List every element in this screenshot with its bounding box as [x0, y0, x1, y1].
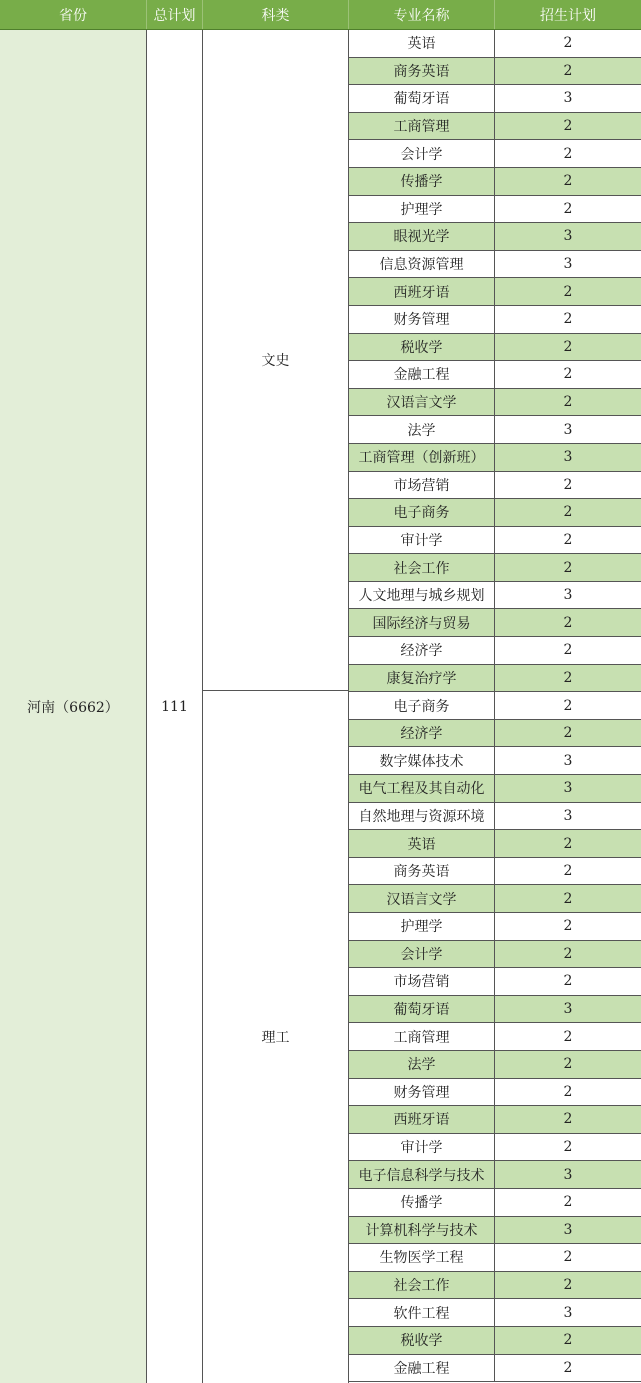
- table-row: [349, 747, 641, 775]
- plan-count-cell: 2: [563, 283, 573, 300]
- major-name-cell: 市场营销: [349, 968, 495, 995]
- plan-count-cell: 2: [563, 200, 573, 217]
- table-header: [0, 0, 641, 30]
- plan-count-cell: 2: [563, 945, 573, 962]
- major-name-cell: 护理学: [349, 196, 495, 223]
- table-row: [349, 996, 641, 1024]
- plan-count-cell: 2: [563, 1249, 573, 1266]
- plan-count-cell: 2: [563, 35, 573, 52]
- major-name-cell: 社会工作: [349, 1272, 495, 1299]
- table-row: [349, 609, 641, 637]
- table-row: [349, 389, 641, 417]
- table-row: [349, 168, 641, 196]
- major-name-cell: 电子商务: [349, 499, 495, 526]
- major-name-cell: 信息资源管理: [349, 251, 495, 278]
- table-row: [349, 1299, 641, 1327]
- header-major: 专业名称: [349, 0, 495, 29]
- major-name-cell: 税收学: [349, 334, 495, 361]
- plan-count-cell: 2: [563, 1111, 573, 1128]
- major-name-cell: 数字媒体技术: [349, 747, 495, 774]
- major-name-cell: 工商管理（创新班）: [349, 444, 495, 471]
- header-total: 总计划: [147, 0, 203, 29]
- table-row: [349, 278, 641, 306]
- table-row: [349, 113, 641, 141]
- plan-count-cell: 2: [563, 669, 573, 686]
- table-row: [349, 1079, 641, 1107]
- table-row: [349, 251, 641, 279]
- major-name-cell: 工商管理: [349, 113, 495, 140]
- major-name-cell: 经济学: [349, 720, 495, 747]
- major-rows: [349, 30, 641, 1383]
- major-name-cell: 汉语言文学: [349, 885, 495, 912]
- plan-count-cell: 2: [563, 366, 573, 383]
- table-row: [349, 444, 641, 472]
- plan-count-cell: 2: [563, 1359, 573, 1376]
- plan-count-cell: 2: [563, 697, 573, 714]
- plan-count-cell: 3: [563, 752, 573, 769]
- table-row: [349, 1106, 641, 1134]
- table-row: [349, 803, 641, 831]
- major-name-cell: 生物医学工程: [349, 1244, 495, 1271]
- plan-count-cell: 2: [563, 394, 573, 411]
- plan-count-cell: 2: [563, 338, 573, 355]
- major-name-cell: 法学: [349, 416, 495, 443]
- table-row: [349, 775, 641, 803]
- table-row: [349, 223, 641, 251]
- table-row: [349, 58, 641, 86]
- table-row: [349, 361, 641, 389]
- plan-count-cell: 2: [563, 725, 573, 742]
- table-row: [349, 30, 641, 58]
- major-name-cell: 眼视光学: [349, 223, 495, 250]
- major-name-cell: 商务英语: [349, 58, 495, 85]
- plan-count-cell: 3: [563, 587, 573, 604]
- table-row: [349, 1217, 641, 1245]
- plan-count-cell: 2: [563, 863, 573, 880]
- plan-count-cell: 3: [563, 780, 573, 797]
- table-row: [349, 1134, 641, 1162]
- plan-count-cell: 2: [563, 173, 573, 190]
- plan-count-cell: 3: [563, 421, 573, 438]
- header-category: 科类: [203, 0, 349, 29]
- plan-count-cell: 3: [563, 1001, 573, 1018]
- category-cell-liberal-arts: 文史: [203, 30, 349, 691]
- major-name-cell: 护理学: [349, 913, 495, 940]
- plan-count-cell: 2: [563, 918, 573, 935]
- major-name-cell: 审计学: [349, 527, 495, 554]
- table-row: [349, 830, 641, 858]
- table-row: [349, 499, 641, 527]
- major-name-cell: 葡萄牙语: [349, 85, 495, 112]
- major-name-cell: 电子商务: [349, 692, 495, 719]
- table-row: [349, 1023, 641, 1051]
- major-name-cell: 西班牙语: [349, 278, 495, 305]
- table-row: [349, 1327, 641, 1355]
- plan-count-cell: 2: [563, 311, 573, 328]
- major-name-cell: 经济学: [349, 637, 495, 664]
- plan-count-cell: 2: [563, 1139, 573, 1156]
- plan-count-cell: 2: [563, 118, 573, 135]
- major-name-cell: 金融工程: [349, 361, 495, 388]
- plan-count-cell: 2: [563, 1056, 573, 1073]
- major-name-cell: 会计学: [349, 140, 495, 167]
- plan-count-cell: 2: [563, 1332, 573, 1349]
- major-name-cell: 审计学: [349, 1134, 495, 1161]
- major-name-cell: 会计学: [349, 941, 495, 968]
- major-name-cell: 财务管理: [349, 306, 495, 333]
- plan-count-cell: 2: [563, 973, 573, 990]
- plan-count-cell: 2: [563, 890, 573, 907]
- table-row: [349, 1189, 641, 1217]
- table-row: [349, 858, 641, 886]
- table-row: [349, 968, 641, 996]
- table-row: [349, 637, 641, 665]
- major-name-cell: 工商管理: [349, 1023, 495, 1050]
- plan-count-cell: 2: [563, 504, 573, 521]
- major-name-cell: 英语: [349, 30, 495, 57]
- major-name-cell: 计算机科学与技术: [349, 1217, 495, 1244]
- table-row: [349, 665, 641, 693]
- category-cell-science: 理工: [203, 691, 349, 1383]
- major-name-cell: 西班牙语: [349, 1106, 495, 1133]
- plan-count-cell: 3: [563, 449, 573, 466]
- table-row: [349, 582, 641, 610]
- header-plan: 招生计划: [540, 7, 596, 24]
- major-name-cell: 社会工作: [349, 554, 495, 581]
- major-name-cell: 康复治疗学: [349, 665, 495, 692]
- major-name-cell: 软件工程: [349, 1299, 495, 1326]
- table-row: [349, 1244, 641, 1272]
- table-row: [349, 913, 641, 941]
- plan-count-cell: 2: [563, 1083, 573, 1100]
- plan-count-cell: 2: [563, 614, 573, 631]
- major-name-cell: 财务管理: [349, 1079, 495, 1106]
- table-row: [349, 196, 641, 224]
- major-name-cell: 自然地理与资源环境: [349, 803, 495, 830]
- total-plan-cell: 111: [147, 30, 203, 1383]
- plan-count-cell: 3: [563, 807, 573, 824]
- major-name-cell: 电子信息科学与技术: [349, 1161, 495, 1188]
- major-name-cell: 商务英语: [349, 858, 495, 885]
- major-name-cell: 传播学: [349, 1189, 495, 1216]
- plan-count-cell: 2: [563, 559, 573, 576]
- plan-count-cell: 2: [563, 1028, 573, 1045]
- table-row: [349, 334, 641, 362]
- major-name-cell: 葡萄牙语: [349, 996, 495, 1023]
- plan-count-cell: 2: [563, 642, 573, 659]
- table-row: [349, 1355, 641, 1383]
- table-row: [349, 692, 641, 720]
- table-row: [349, 885, 641, 913]
- major-name-cell: 英语: [349, 830, 495, 857]
- plan-count-cell: 2: [563, 62, 573, 79]
- plan-count-cell: 2: [563, 835, 573, 852]
- plan-count-cell: 3: [563, 228, 573, 245]
- major-name-cell: 国际经济与贸易: [349, 609, 495, 636]
- table-row: [349, 140, 641, 168]
- major-name-cell: 汉语言文学: [349, 389, 495, 416]
- major-name-cell: 电气工程及其自动化: [349, 775, 495, 802]
- major-name-cell: 金融工程: [349, 1355, 495, 1382]
- plan-count-cell: 3: [563, 1304, 573, 1321]
- table-row: [349, 720, 641, 748]
- plan-count-cell: 2: [563, 476, 573, 493]
- plan-count-cell: 3: [563, 90, 573, 107]
- table-row: [349, 85, 641, 113]
- major-name-cell: 传播学: [349, 168, 495, 195]
- plan-count-cell: 2: [563, 1277, 573, 1294]
- table-row: [349, 941, 641, 969]
- table-row: [349, 554, 641, 582]
- table-row: [349, 472, 641, 500]
- table-row: [349, 1161, 641, 1189]
- plan-count-cell: 3: [563, 256, 573, 273]
- table-row: [349, 1272, 641, 1300]
- plan-count-cell: 3: [563, 1166, 573, 1183]
- table-row: [349, 527, 641, 555]
- major-name-cell: 市场营销: [349, 472, 495, 499]
- major-name-cell: 税收学: [349, 1327, 495, 1354]
- major-name-cell: 人文地理与城乡规划: [349, 582, 495, 609]
- major-name-cell: 法学: [349, 1051, 495, 1078]
- table-row: [349, 416, 641, 444]
- plan-count-cell: 2: [563, 1194, 573, 1211]
- table-row: [349, 306, 641, 334]
- plan-count-cell: 3: [563, 1221, 573, 1238]
- table-row: [349, 1051, 641, 1079]
- province-cell: 河南（6662）: [0, 30, 147, 1383]
- plan-count-cell: 2: [563, 145, 573, 162]
- header-province: 省份: [0, 0, 147, 29]
- plan-count-cell: 2: [563, 531, 573, 548]
